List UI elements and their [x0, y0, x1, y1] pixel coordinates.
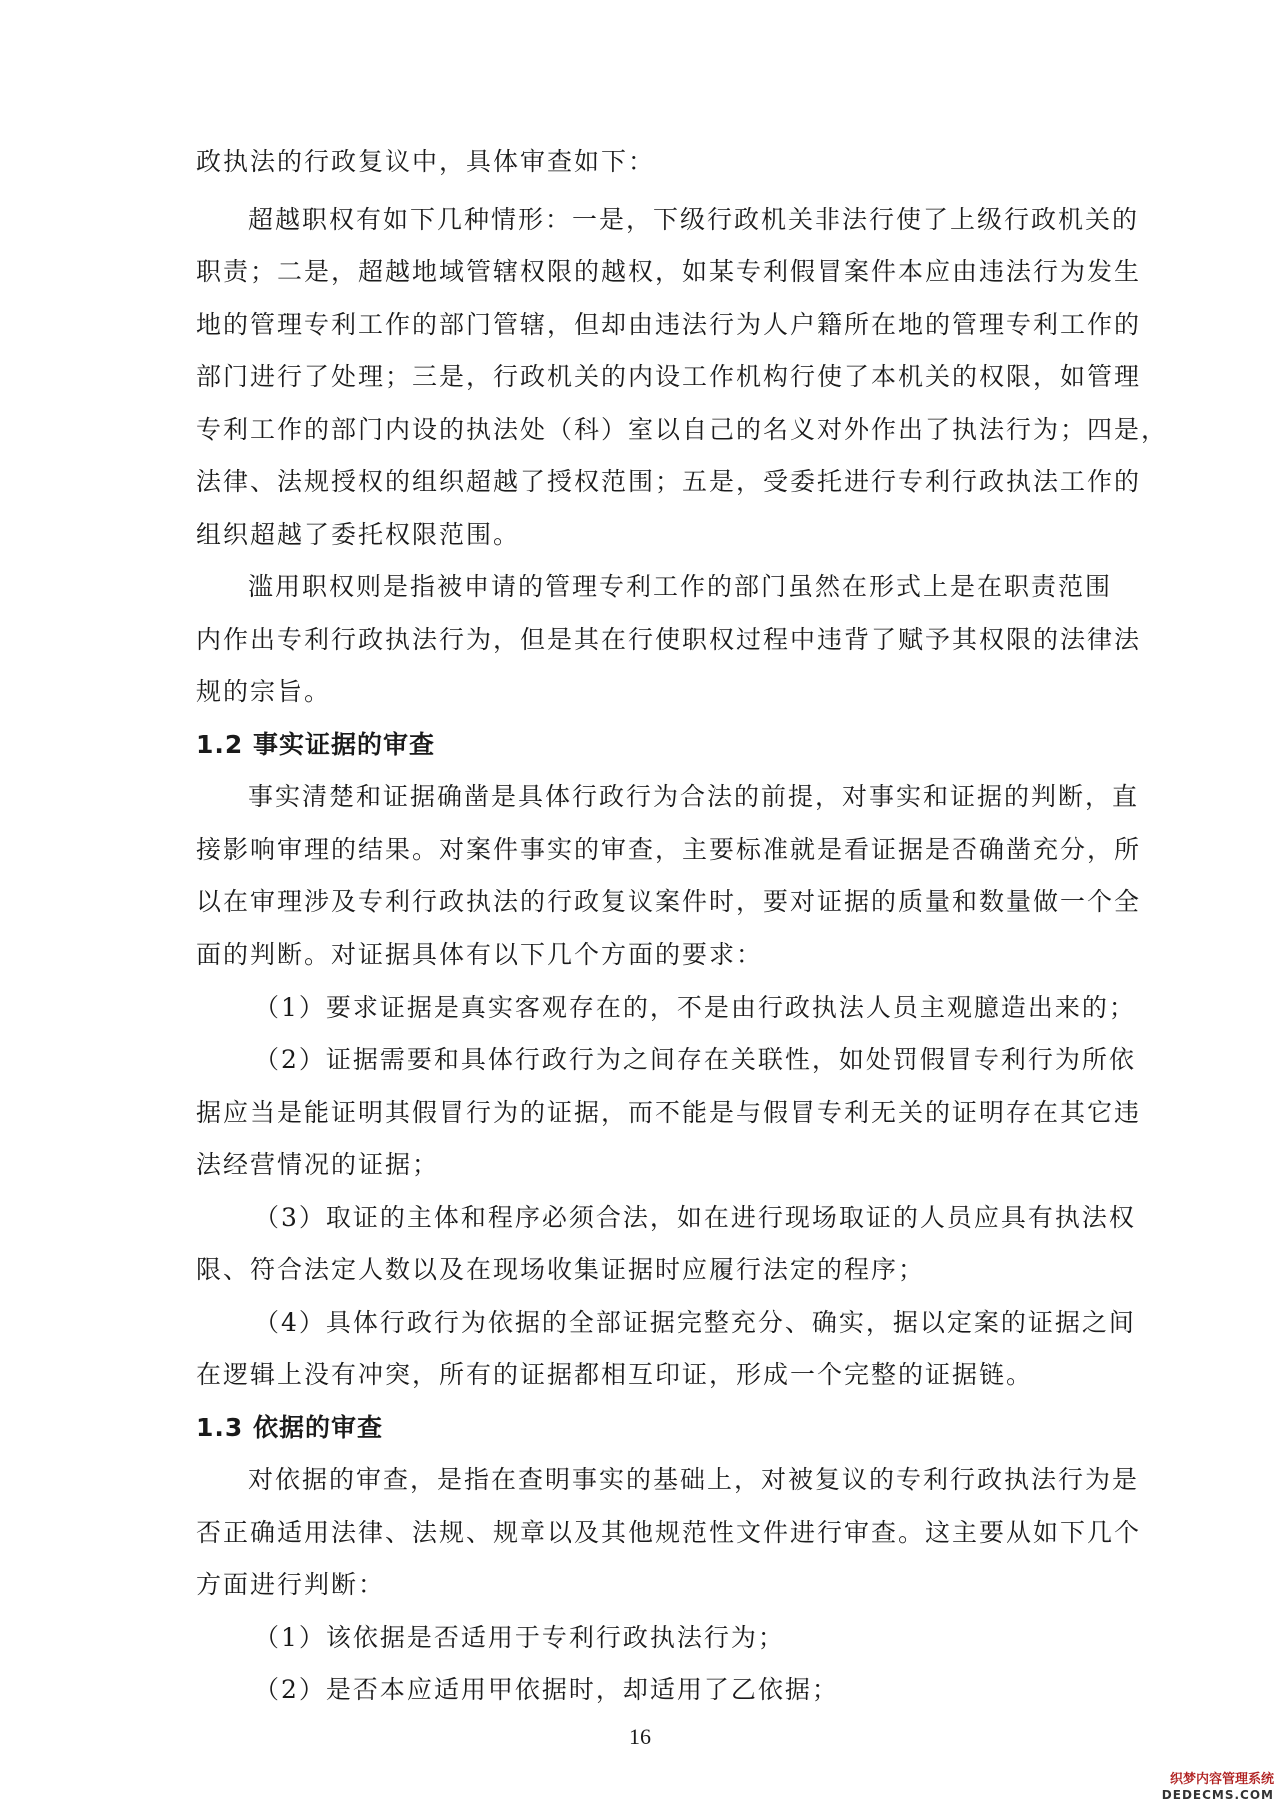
watermark-line2: DEDECMS.COM — [1161, 1788, 1274, 1802]
body-line: 专利工作的部门内设的执法处（科）室以自己的名义对外作出了执法行为；四是， — [196, 415, 1169, 444]
section-heading: 1.2 事实证据的审查 — [196, 730, 435, 759]
body-line: 职责；二是，超越地域管辖权限的越权，如某专利假冒案件本应由违法行为发生 — [196, 257, 1142, 286]
body-line: 接影响审理的结果。对案件事实的审查，主要标准就是看证据是否确凿充分，所 — [196, 835, 1142, 864]
watermark-line1: 织梦内容管理系统 — [1169, 1772, 1274, 1787]
list-item: （2）是否本应适用甲依据时，却适用了乙依据； — [254, 1675, 839, 1704]
list-item: （1）要求证据是真实客观存在的，不是由行政执法人员主观臆造出来的； — [254, 993, 1136, 1022]
body-line: 规的宗旨。 — [196, 677, 332, 706]
body-line: 否正确适用法律、法规、规章以及其他规范性文件进行审查。这主要从如下几个 — [196, 1518, 1142, 1547]
body-line: 部门进行了处理；三是，行政机关的内设工作机构行使了本机关的权限，如管理 — [196, 362, 1142, 391]
body-line: 对依据的审查，是指在查明事实的基础上，对被复议的专利行政执法行为是 — [248, 1465, 1140, 1494]
body-line: 以在审理涉及专利行政执法的行政复议案件时，要对证据的质量和数量做一个全 — [196, 887, 1142, 916]
body-line: 限、符合法定人数以及在现场收集证据时应履行法定的程序； — [196, 1255, 926, 1284]
body-line: 法律、法规授权的组织超越了授权范围；五是，受委托进行专利行政执法工作的 — [196, 467, 1142, 496]
body-line: 据应当是能证明其假冒行为的证据，而不能是与假冒专利无关的证明存在其它违 — [196, 1098, 1142, 1127]
body-line: 内作出专利行政执法行为，但是其在行使职权过程中违背了赋予其权限的法律法 — [196, 625, 1142, 654]
body-line: 组织超越了委托权限范围。 — [196, 520, 521, 549]
watermark — [1142, 1772, 1274, 1803]
list-item: （3）取证的主体和程序必须合法，如在进行现场取证的人员应具有执法权 — [254, 1203, 1136, 1232]
body-line: 滥用职权则是指被申请的管理专利工作的部门虽然在形式上是在职责范围 — [248, 572, 1113, 601]
page-number: 16 — [629, 1724, 651, 1749]
body-line: 政执法的行政复议中，具体审查如下： — [196, 147, 656, 176]
body-line: 面的判断。对证据具体有以下几个方面的要求： — [196, 940, 764, 969]
list-item: （4）具体行政行为依据的全部证据完整充分、确实，据以定案的证据之间 — [254, 1308, 1136, 1337]
body-line: 法经营情况的证据； — [196, 1150, 440, 1179]
body-line: 在逻辑上没有冲突，所有的证据都相互印证，形成一个完整的证据链。 — [196, 1360, 1034, 1389]
body-line: 事实清楚和证据确凿是具体行政行为合法的前提，对事实和证据的判断，直 — [248, 782, 1140, 811]
body-line: 超越职权有如下几种情形：一是，下级行政机关非法行使了上级行政机关的 — [248, 205, 1140, 234]
section-heading: 1.3 依据的审查 — [196, 1413, 383, 1442]
body-line: 地的管理专利工作的部门管辖，但却由违法行为人户籍所在地的管理专利工作的 — [196, 310, 1142, 339]
body-line: 方面进行判断： — [196, 1570, 386, 1599]
list-item: （1）该依据是否适用于专利行政执法行为； — [254, 1623, 785, 1652]
list-item: （2）证据需要和具体行政行为之间存在关联性，如处罚假冒专利行为所依 — [254, 1045, 1136, 1074]
